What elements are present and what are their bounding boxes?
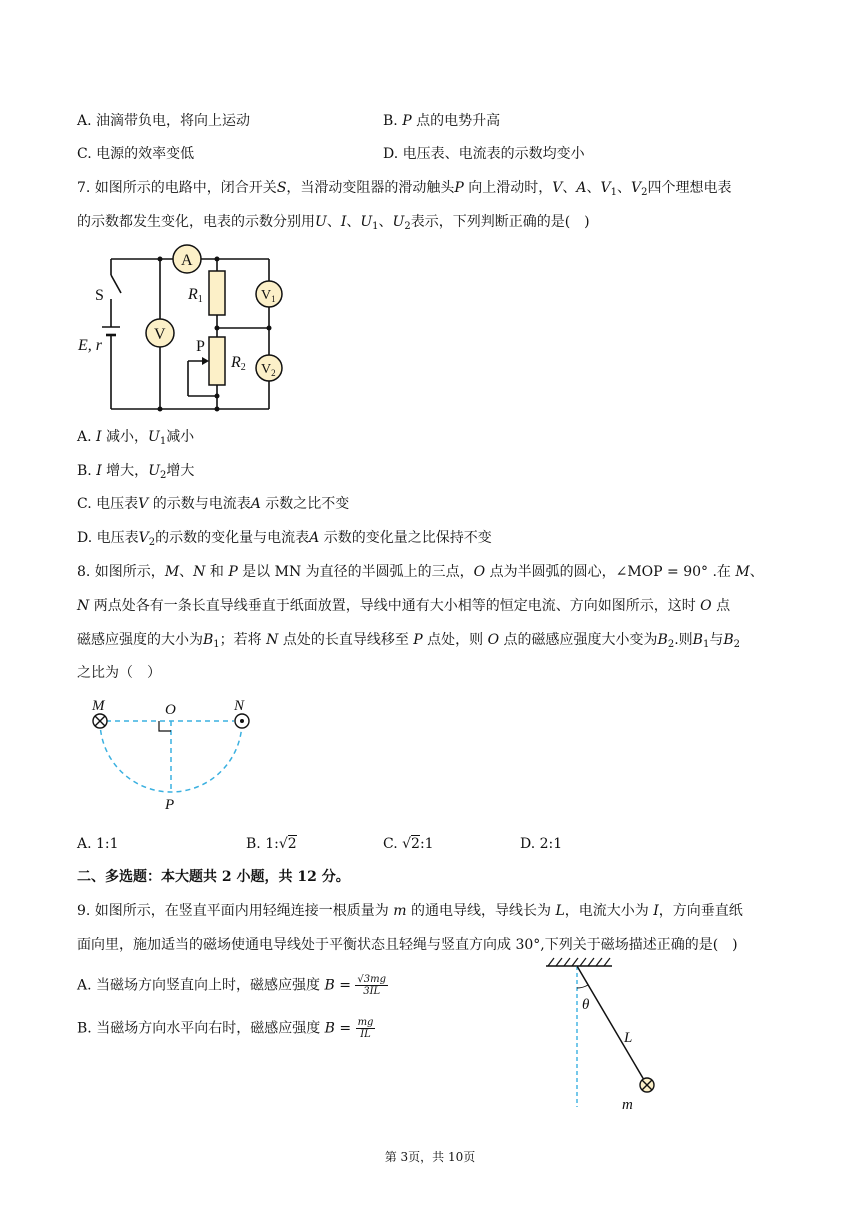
q8-stem-line2: N 两点处各有一条长直导线垂直于纸面放置，导线中通有大小相等的恒定电流、方向如图所示，这时 O 点 <box>77 598 731 614</box>
q7-stem-line1: 7. 如图所示的电路中，闭合开关S，当滑动变阻器的滑动触头P 向上滑动时，V、A、$V_1$、$V_2$四个理想电表 <box>77 180 732 198</box>
svg-text:R2: R2 <box>231 354 246 373</box>
svg-text:R1: R1 <box>188 286 203 305</box>
svg-text:E, r: E, r <box>78 337 102 354</box>
wire-out-of-page-n <box>235 714 249 728</box>
svg-text:M: M <box>92 698 105 714</box>
resistor-r1 <box>209 271 225 315</box>
q6-option-c: C. 电源的效率变低 <box>77 146 195 162</box>
svg-text:N: N <box>234 698 245 714</box>
svg-text:L: L <box>624 1030 633 1046</box>
svg-text:S: S <box>95 287 104 304</box>
svg-text:P: P <box>196 338 205 355</box>
svg-text:m: m <box>622 1097 633 1113</box>
q9-pendulum-diagram <box>540 952 680 1112</box>
svg-text:V1: $V_1$ <box>261 288 276 304</box>
q9-option-a: A. 当磁场方向竖直向上时，磁感应强度 B = $\frac{√3mg}{3IL}$ <box>77 974 387 997</box>
q9-stem-line2: 面向里，施加适当的磁场使通电导线处于平衡状态且轻绳与竖直方向成 30°,下列关于磁场描述正确的是( ) <box>77 937 738 953</box>
q6-option-d: D. 电压表、电流表的示数均变小 <box>383 146 585 162</box>
svg-text:A: A <box>181 252 193 269</box>
q6-option-b: B. P 点的电势升高 <box>383 113 501 129</box>
q7-option-c: C. 电压表V 的示数与电流表A 示数之比不变 <box>77 496 350 512</box>
q9-stem-line1: 9. 如图所示，在竖直平面内用轻绳连接一根质量为 m 的通电导线，导线长为 L，电流大小为 I，方向垂直纸 <box>77 903 743 919</box>
q7-option-d: D. 电压表$V_2$的示数的变化量与电流表A 示数的变化量之比保持不变 <box>77 530 492 548</box>
svg-text:V: V <box>154 326 166 343</box>
resistor-r2 <box>209 337 225 385</box>
q8-option-b: B. 1:√2 <box>246 836 297 852</box>
svg-text:O: O <box>165 702 176 718</box>
wire-into-page-m <box>93 714 107 728</box>
q8-stem-line1: 8. 如图所示，M、N 和 P 是以 MN 为直径的半圆弧上的三点，O 点为半圆弧的圆心，∠MOP = 90° .在 M、 <box>77 564 764 580</box>
q7-stem-line2: 的示数都发生变化，电表的示数分别用U、I、$U_1$、$U_2$表示，下列判断正确的是( ) <box>77 214 590 232</box>
section-heading: 二、多选题：本大题共 2 小题，共 12 分。 <box>77 869 350 885</box>
q8-option-a: A. 1:1 <box>77 836 119 852</box>
page-footer: 第 3页，共 10页 <box>384 1150 476 1164</box>
q8-stem-line3: 磁感应强度的大小为$B_1$；若将 N 点处的长直导线移至 P 点处，则 O 点的磁感应强度大小变为$B_2$.则$B_1$与$B_2$ <box>77 632 741 650</box>
svg-text:θ: θ <box>582 997 590 1013</box>
q8-option-c: C. √2:1 <box>383 836 434 852</box>
q8-stem-line4: 之比为（ ） <box>77 665 161 681</box>
q6-option-a: A. 油滴带负电，将向上运动 <box>77 113 251 129</box>
q8-option-d: D. 2:1 <box>520 836 563 852</box>
q9-option-b: B. 当磁场方向水平向右时，磁感应强度 B = $\frac{mg}{IL}$ <box>77 1017 374 1040</box>
q7-option-b: B. I 增大，$U_2$增大 <box>77 463 195 481</box>
wire-into-page-conductor <box>640 1078 654 1092</box>
svg-text:P: P <box>165 797 175 813</box>
q7-circuit-diagram <box>75 243 305 418</box>
q7-option-a: A. I 减小，$U_1$减小 <box>77 429 195 447</box>
q8-semicircle-diagram <box>80 695 270 815</box>
svg-text:V2: $V_2$ <box>261 362 276 378</box>
